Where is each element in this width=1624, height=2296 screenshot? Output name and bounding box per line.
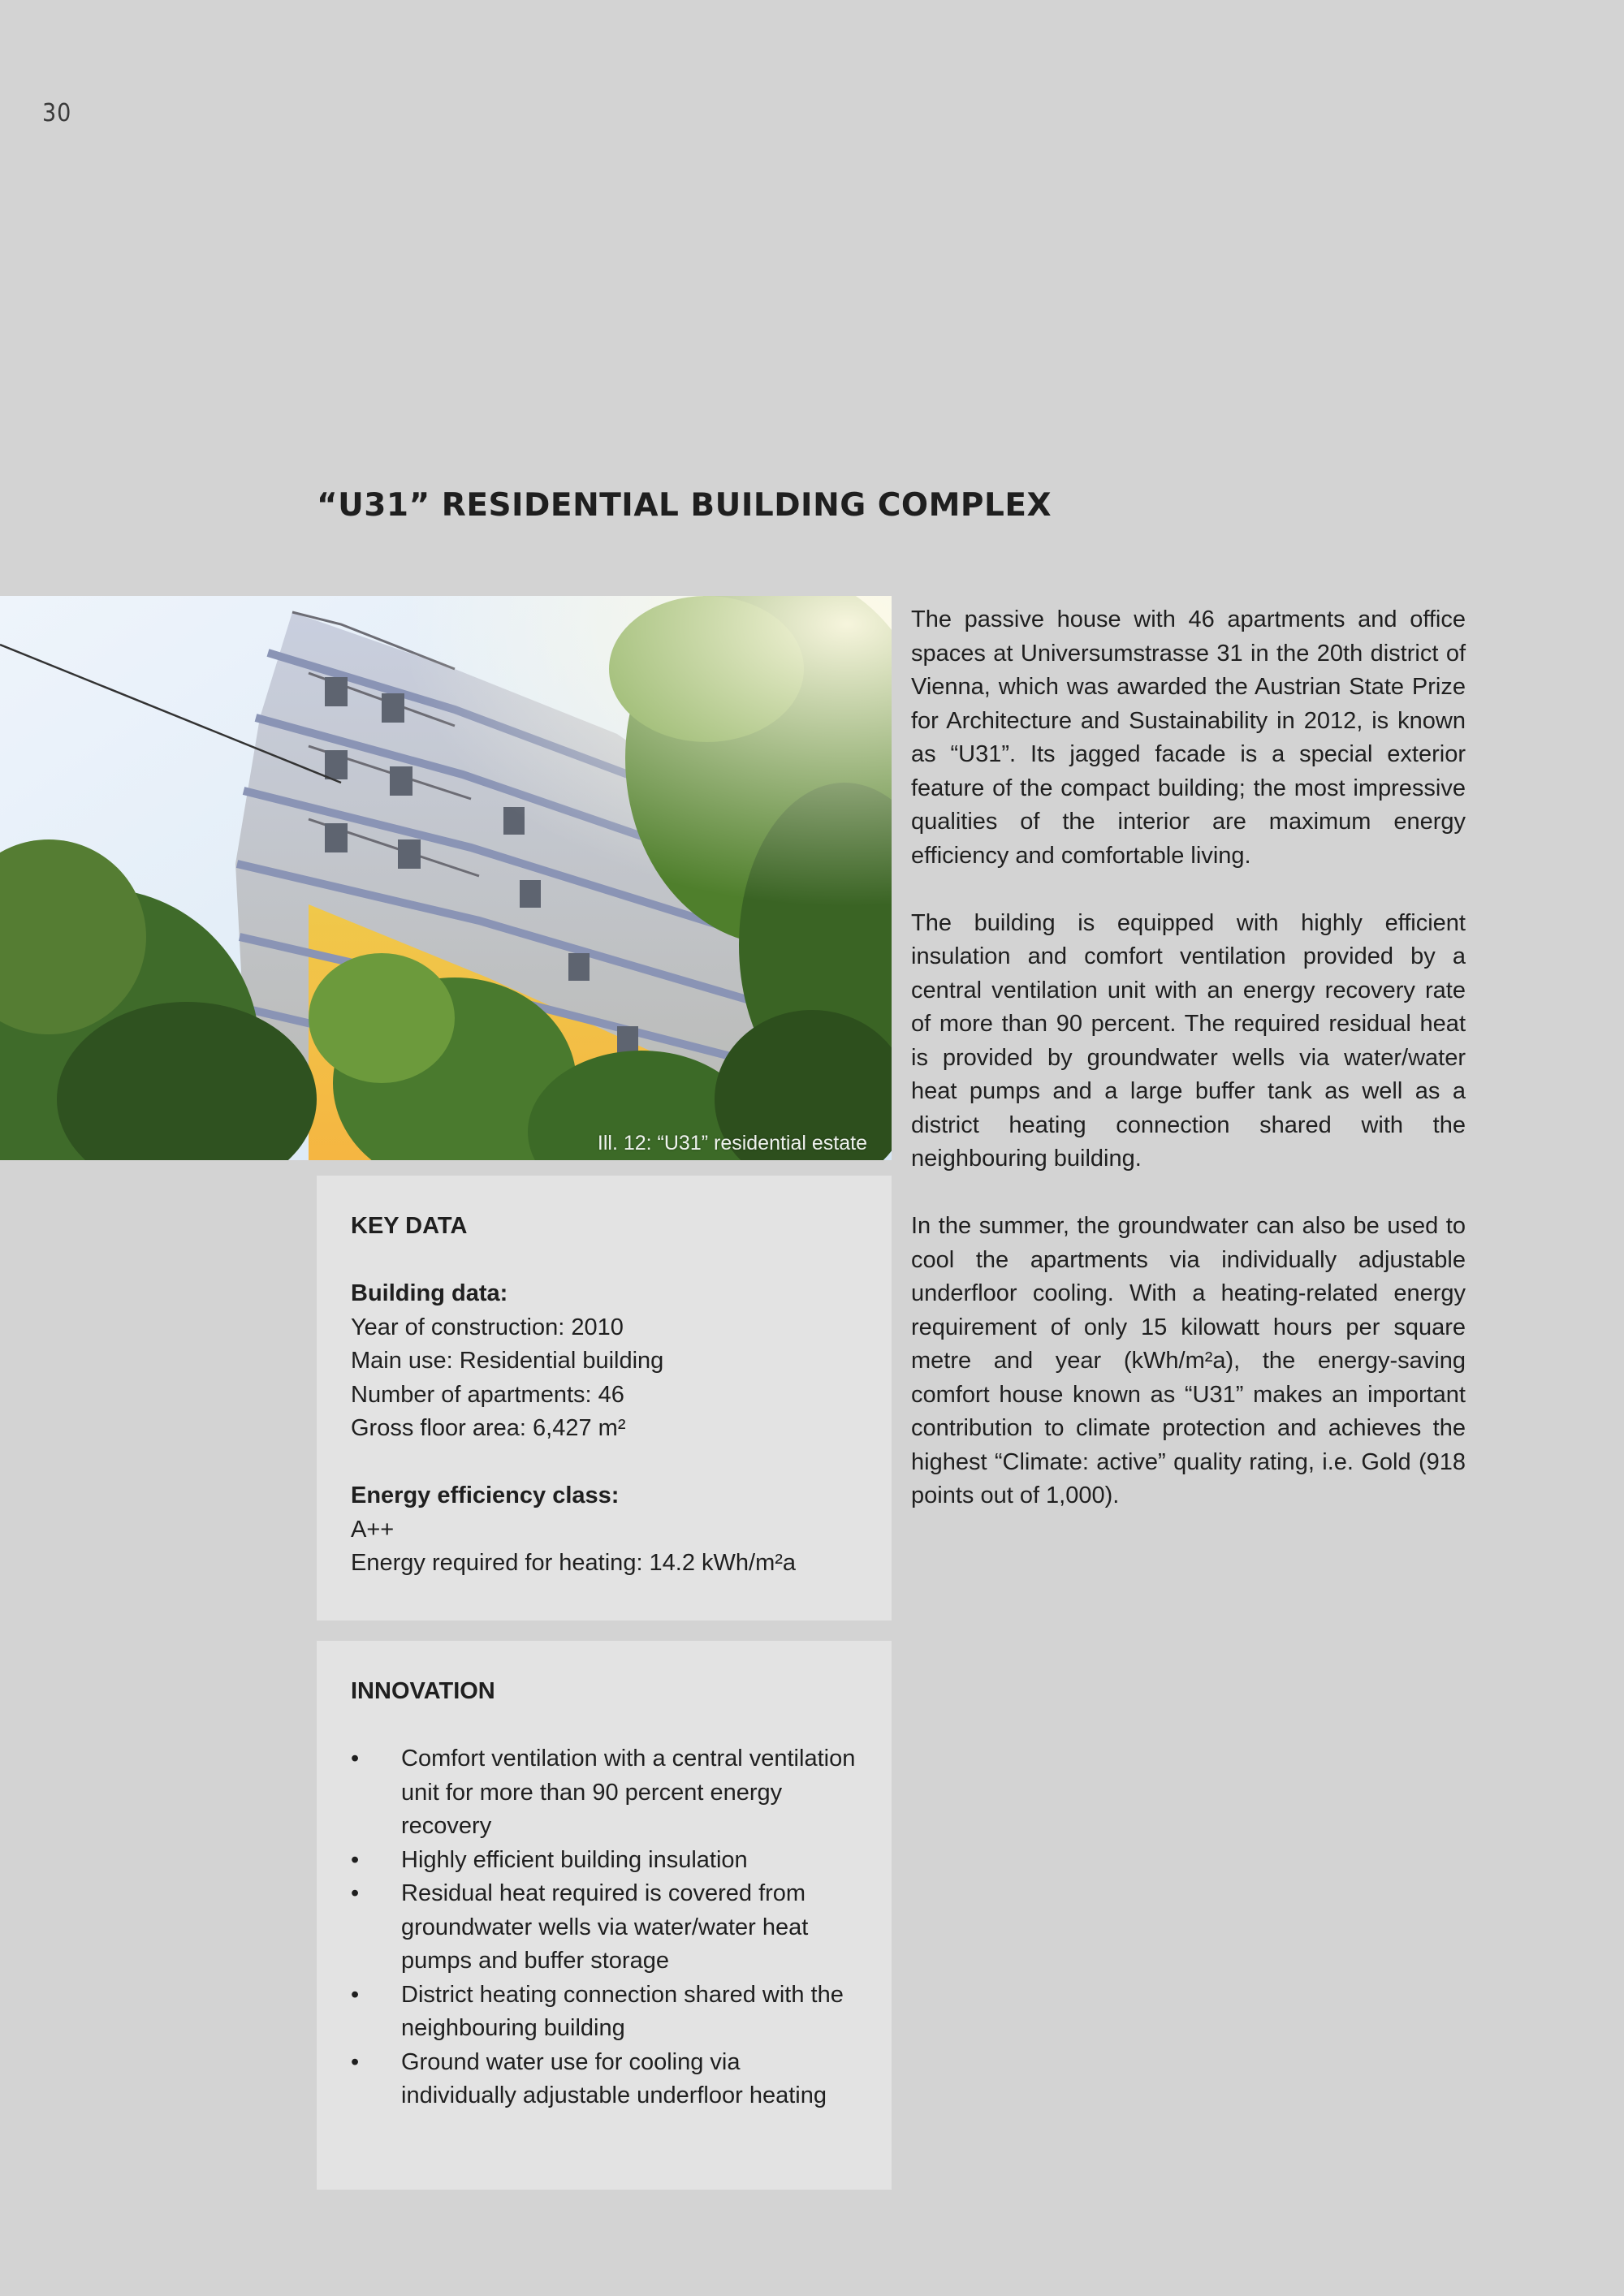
- bullet-icon: •: [351, 1846, 360, 1873]
- list-item-text: Highly efficient building insulation: [401, 1846, 748, 1873]
- bullet-icon: •: [351, 1880, 360, 1906]
- body-paragraph: The building is equipped with highly efficient insulation and comfort ventilation provided by a central ventilation unit with an energy recovery rate of more than 90 percent. The required residual heat is provided by groundwater wells via water/water heat pumps and a large buffer tank as well as a district heating connection shared with the neighbouring building.: [911, 909, 1466, 1172]
- list-item-text: Comfort ventilation with a central ventilation unit for more than 90 percent energy recovery: [401, 1746, 856, 1839]
- key-data-line: Main use: Residential building: [351, 1348, 664, 1374]
- photo-caption: Ill. 12: “U31” residential estate: [597, 1132, 867, 1154]
- body-paragraph: The passive house with 46 apartments and office spaces at Universumstrasse 31 in the 20th district of Vienna, which was awarded the Austrian State Prize for Architecture and Sustainability in 2012, is known as “U31”. Its jagged facade is a special exterior feature of the compact building; the most impressive qualities of the interior are maximum energy efficiency and comfortable living.: [911, 606, 1466, 869]
- innovation-list: [351, 1742, 857, 2113]
- body-paragraph: In the summer, the groundwater can also be used to cool the apartments via individually adjustable underfloor cooling. With a heating-related energy requirement of only 15 kilowatt hours per square metre and year (kWh/m²a), the energy-saving comfort house known as “U31” makes an important contribution to climate protection and achieves the highest “Climate: active” quality rating, i.e. Gold (918 points out of 1,000).: [911, 1213, 1466, 1508]
- key-data-line: Year of construction: 2010: [351, 1314, 624, 1340]
- list-item: [351, 1979, 857, 2046]
- body-text: [911, 603, 1466, 1547]
- key-data-line: Number of apartments: 46: [351, 1381, 624, 1408]
- building-photo-illustration: [0, 596, 892, 1160]
- key-data-line: A++: [351, 1516, 395, 1543]
- innovation-heading: INNOVATION: [351, 1678, 495, 1704]
- list-item-text: District heating connection shared with the neighbouring building: [401, 1981, 844, 2041]
- bullet-icon: •: [351, 1746, 360, 1772]
- list-item-text: Residual heat required is covered from groundwater wells via water/water heat pumps and buffer storage: [401, 1880, 809, 1974]
- innovation-box: [317, 1641, 892, 2190]
- building-data-label: Building data:: [351, 1280, 508, 1306]
- building-photo: [0, 596, 892, 1160]
- key-data-line: Energy required for heating: 14.2 kWh/m²a: [351, 1550, 797, 1576]
- key-data-line: Gross floor area: 6,427 m²: [351, 1415, 626, 1441]
- list-item: [351, 2046, 857, 2113]
- list-item: [351, 1877, 857, 1979]
- page-number: 30: [42, 99, 72, 127]
- energy-class-label: Energy efficiency class:: [351, 1482, 620, 1508]
- list-item-text: Ground water use for cooling via individually adjustable underfloor heating: [401, 2048, 827, 2108]
- key-data-heading: KEY DATA: [351, 1213, 468, 1239]
- page-title: “U31” RESIDENTIAL BUILDING COMPLEX: [317, 487, 1052, 524]
- list-item: [351, 1844, 857, 1878]
- list-item: [351, 1742, 857, 1844]
- bullet-icon: •: [351, 2048, 360, 2075]
- bullet-icon: •: [351, 1981, 360, 2008]
- key-data-box: [317, 1176, 892, 1621]
